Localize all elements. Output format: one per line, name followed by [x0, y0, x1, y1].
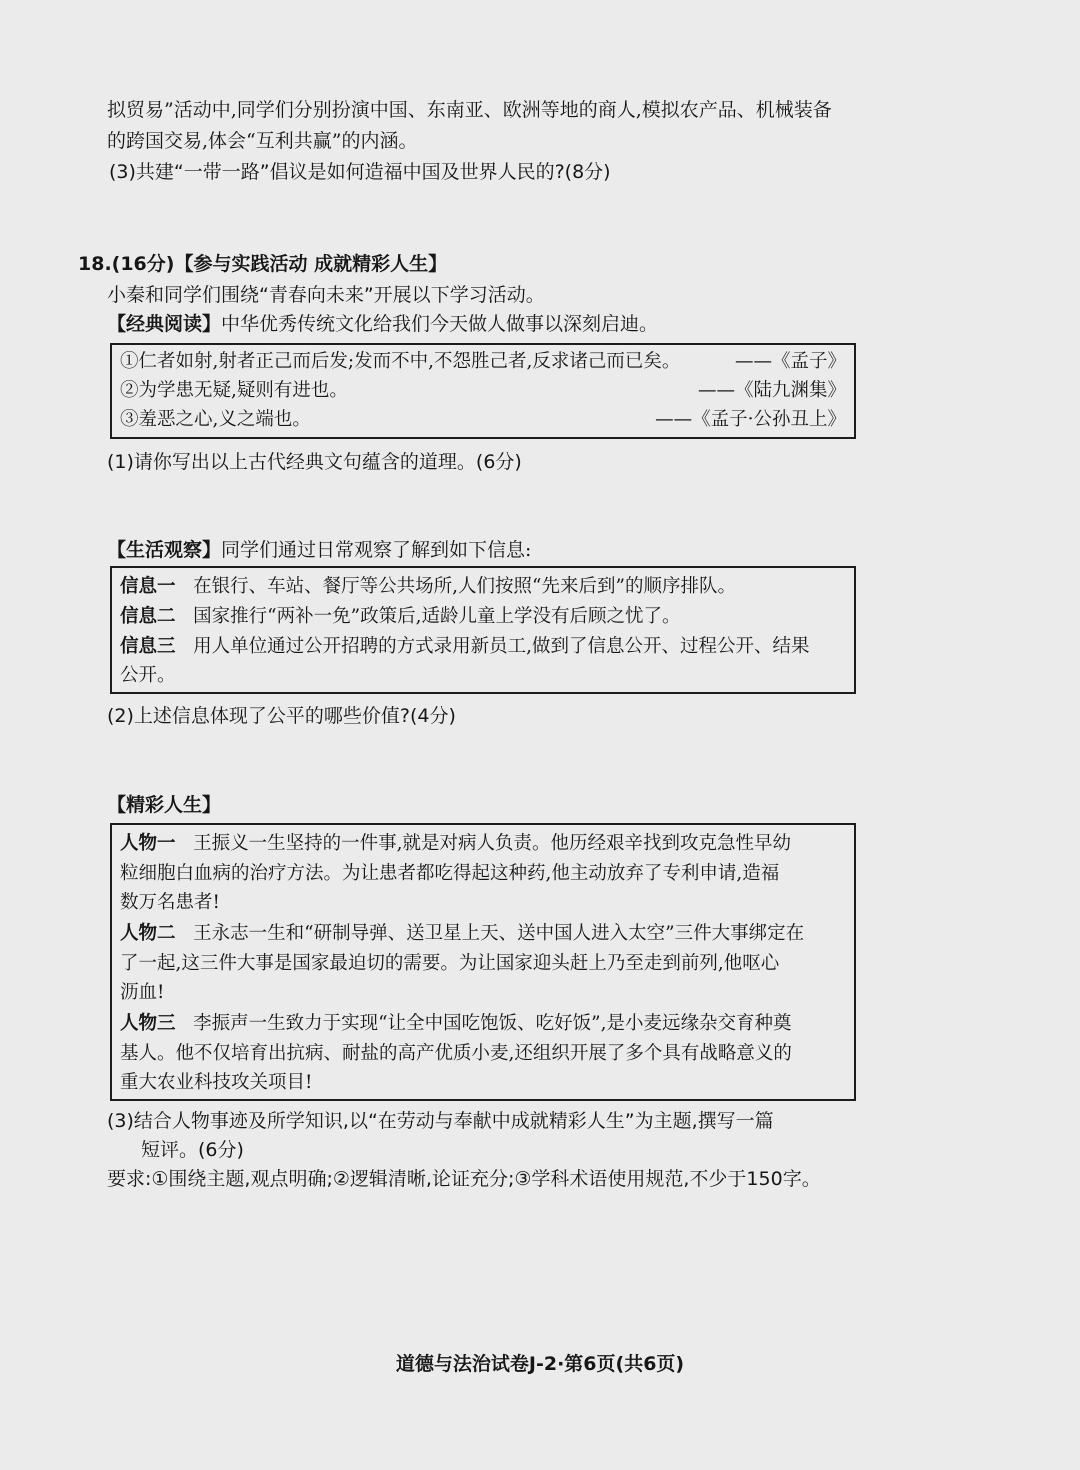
observation-question: (2)上述信息体现了公平的哪些价值?(4分) [107, 705, 456, 727]
info-3-text-line1: 用人单位通过公开招聘的方式录用新员工,做到了信息公开、过程公开、结果 [193, 636, 810, 657]
quote-2: ②为学患无疑,疑则有进也。 [120, 380, 348, 401]
reading-text: 中华优秀传统文化给我们今天做人做事以深刻启迪。 [221, 313, 659, 335]
quote-3-source: ——《孟子·公孙丑上》 [655, 409, 846, 430]
quote-2-source: ——《陆九渊集》 [697, 380, 846, 401]
person-2-text-1: 王永志一生和“研制导弹、送卫星上天、送中国人进入太空”三件大事绑定在 [193, 923, 805, 944]
q18-intro: 小秦和同学们围绕“青春向未来”开展以下学习活动。 [107, 284, 545, 306]
person-2-label: 人物二 [120, 923, 176, 944]
person-3-label: 人物三 [120, 1013, 176, 1034]
quote-1: ①仁者如射,射者正己而后发;发而不中,不怨胜己者,反求诸己而已矣。 [120, 351, 681, 372]
reading-heading [107, 311, 658, 337]
person-3-line2: 基人。他不仅培育出抗病、耐盐的高产优质小麦,还组织开展了多个具有战略意义的 [120, 1043, 792, 1064]
people-box [110, 823, 856, 1101]
person-1-label: 人物一 [120, 833, 176, 854]
q18-number-label: 18.(16分) [78, 253, 175, 275]
life-heading [107, 792, 221, 818]
q17-text-line1: 拟贸易”活动中,同学们分别扮演中国、东南亚、欧洲等地的商人,模拟农产品、机械装备 [107, 99, 832, 121]
observation-heading [107, 537, 531, 563]
reading-question: (1)请你写出以上古代经典文句蕴含的道理。(6分) [107, 451, 522, 473]
q18-number [78, 251, 447, 277]
info-2-text: 国家推行“两补一免”政策后,适龄儿童上学没有后顾之忧了。 [193, 606, 681, 627]
person-1-line2: 粒细胞白血病的治疗方法。为让患者都吃得起这种药,他主动放弃了专利申请,造福 [120, 863, 780, 884]
reading-tag: 【经典阅读】 [107, 313, 222, 335]
person-1-line3: 数万名患者! [120, 892, 220, 913]
info-3-label: 信息三 [120, 636, 176, 657]
info-1-label: 信息一 [120, 576, 176, 597]
info-1-text: 在银行、车站、餐厅等公共场所,人们按照“先来后到”的顺序排队。 [193, 576, 736, 597]
observation-box [110, 566, 856, 694]
info-1 [120, 574, 736, 600]
person-2-line2: 了一起,这三件大事是国家最迫切的需要。为让国家迎头赶上乃至走到前列,他呕心 [120, 953, 780, 974]
quote-1-source: ——《孟子》 [734, 351, 846, 372]
person-2-line3: 沥血! [120, 982, 165, 1003]
info-2-label: 信息二 [120, 606, 176, 627]
info-3-text-line2: 公开。 [120, 665, 176, 686]
person-1-text-1: 王振义一生坚持的一件事,就是对病人负责。他历经艰辛找到攻克急性早幼 [193, 833, 792, 854]
observation-text: 同学们通过日常观察了解到如下信息: [221, 539, 532, 561]
reading-quote-box [110, 343, 856, 439]
life-question-line2: 短评。(6分) [141, 1139, 244, 1161]
person-3-text-1: 李振声一生致力于实现“让全中国吃饱饭、吃好饭”,是小麦远缘杂交育种奠 [193, 1013, 792, 1034]
person-3-line3: 重大农业科技攻关项目! [120, 1072, 313, 1093]
info-3 [120, 634, 810, 660]
info-2 [120, 604, 680, 630]
life-requirement: 要求:①围绕主题,观点明确;②逻辑清晰,论证充分;③学科术语使用规范,不少于150字。 [107, 1168, 821, 1190]
person-1-line1 [120, 831, 791, 857]
person-3-line1 [120, 1011, 791, 1037]
person-2-line1 [120, 921, 804, 947]
q17-text-line2: 的跨国交易,体会“互利共赢”的内涵。 [107, 130, 418, 152]
q17-question-3: (3)共建“一带一路”倡议是如何造福中国及世界人民的?(8分) [109, 161, 611, 183]
page-footer: 道德与法治试卷J-2·第6页(共6页) [395, 1353, 685, 1375]
q18-section-title: 【参与实践活动 成就精彩人生】 [174, 253, 448, 275]
observation-tag: 【生活观察】 [107, 539, 222, 561]
life-tag: 【精彩人生】 [107, 794, 222, 816]
life-question-line1: (3)结合人物事迹及所学知识,以“在劳动与奉献中成就精彩人生”为主题,撰写一篇 [107, 1110, 774, 1132]
quote-3: ③羞恶之心,义之端也。 [120, 409, 311, 430]
